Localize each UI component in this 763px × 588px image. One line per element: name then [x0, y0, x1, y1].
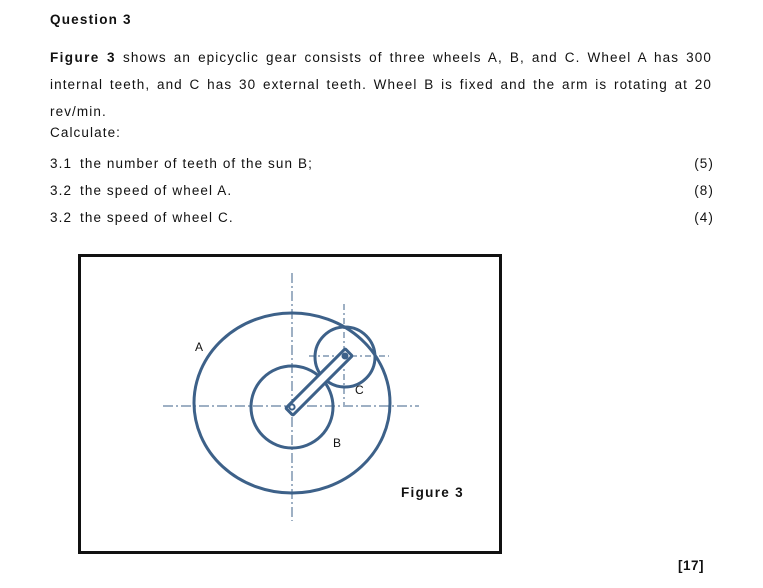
item-number: 3.1 [50, 156, 73, 171]
question-item [50, 210, 714, 230]
figure-reference: Figure 3 [50, 50, 116, 65]
item-number: 3.2 [50, 183, 73, 198]
question-intro [50, 44, 712, 125]
label-c: C [355, 383, 364, 397]
question-item [50, 183, 714, 203]
item-text: the speed of wheel C. [80, 210, 234, 225]
label-a: A [195, 340, 204, 354]
item-text: the number of teeth of the sun B; [80, 156, 313, 171]
item-number: 3.2 [50, 210, 73, 225]
question-heading: Question 3 [50, 12, 132, 27]
label-b: B [333, 436, 342, 450]
sun-pivot [289, 404, 294, 409]
rotating-arm [286, 349, 352, 415]
item-text: the speed of wheel A. [80, 183, 233, 198]
item-marks: (8) [694, 183, 714, 198]
item-marks: (5) [694, 156, 714, 171]
figure-frame [78, 254, 502, 554]
calculate-label: Calculate: [50, 125, 122, 140]
item-marks: (4) [694, 210, 714, 225]
question-intro-text: shows an epicyclic gear consists of three wheels A, B, and C. Wheel A has 300 internal teeth, and C has 30 external teeth. Wheel B is fixed and the arm is rotating at 20 rev/min. [50, 50, 712, 119]
total-marks: [17] [678, 558, 705, 573]
planet-pivot [342, 353, 348, 359]
epicyclic-gear-diagram [81, 257, 499, 551]
figure-caption: Figure 3 [401, 485, 464, 500]
question-item [50, 156, 714, 176]
arm-body [286, 349, 352, 415]
